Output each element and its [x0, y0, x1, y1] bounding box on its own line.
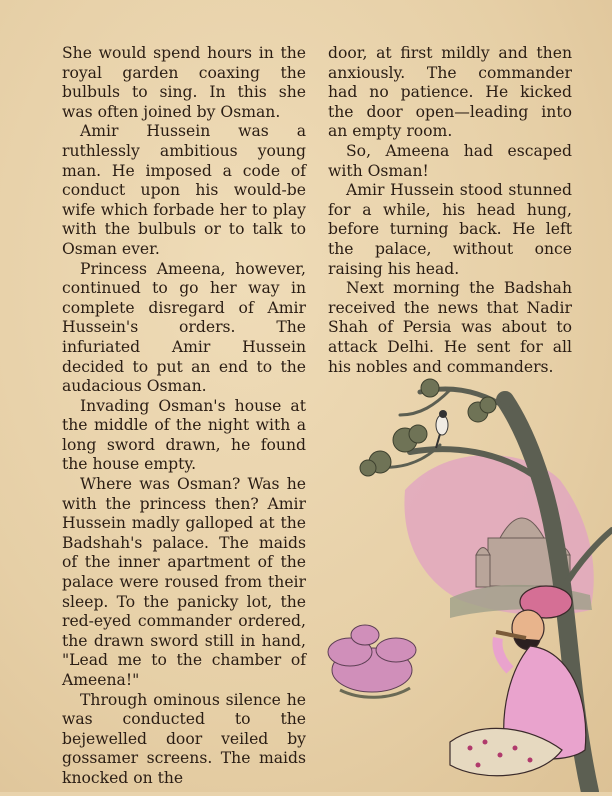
- paragraph: So, Ameena had escaped with Osman!: [328, 141, 572, 180]
- paragraph: door, at first mildly and then anxiously. The commander had no patience. He kicked the door open—leading into an empty room.: [328, 44, 572, 141]
- paragraph: Through ominous silence he was conducted to the bejewelled door veiled by gossamer screens. The maids knocked on the: [62, 690, 306, 787]
- paragraph: Next morning the Badshah received the news that Nadir Shah of Persia was about to attack Delhi. He sent for all his nobles and commanders.: [328, 279, 572, 376]
- paragraph: Invading Osman's house at the middle of the night with a long sword drawn, he found the house empty.: [62, 396, 306, 474]
- left-column: [62, 44, 306, 789]
- paragraph: She would spend hours in the royal garden coaxing the bulbuls to sing. In this she was often joined by Osman.: [62, 44, 306, 121]
- paragraph: Amir Hussein stood stunned for a while, his head hung, before turning back. He left the palace, without once raising his head.: [328, 181, 572, 278]
- right-column: [328, 44, 572, 377]
- paragraph: Amir Hussein was a ruthlessly ambitious young man. He imposed a code of conduct upon his would-be wife which forbade her to play with the bulbuls or to talk to Osman ever.: [62, 122, 306, 258]
- paragraph: Princess Ameena, however, continued to go her way in complete disregard of Amir Hussein's orders. The infuriated Amir Hussein decided to put an end to the audacious Osman.: [62, 259, 306, 396]
- paragraph: Where was Osman? Was he with the princess then? Amir Hussein madly galloped at the Badshah's palace. The maids of the inner apartment of the palace were roused from their sleep. To the panicky lot, the red-eyed commander ordered, the drawn sword still in hand, "Lead me to the chamber of Ameena!": [62, 475, 306, 689]
- tree-bird-musician-icon: [300, 370, 612, 792]
